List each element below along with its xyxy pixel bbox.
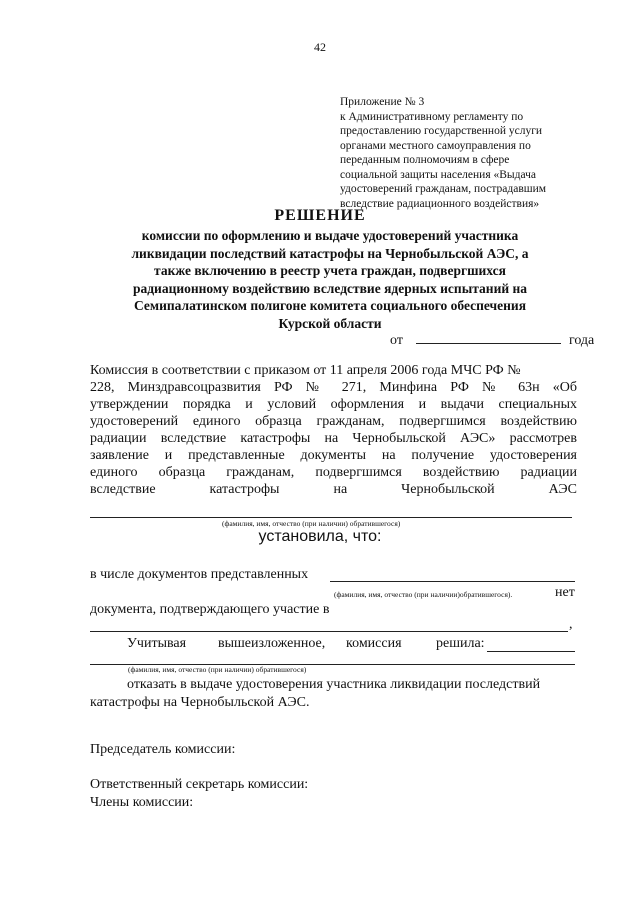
annex-line: к Административному регламенту по (340, 110, 524, 123)
fio-caption: (фамилия, имя, отчество (при наличии) обратившегося) (128, 665, 307, 674)
page-number: 42 (314, 40, 326, 54)
annex-line: переданным полномочиям в сфере (340, 154, 510, 166)
annex-line: удостоверений гражданам, пострадавшим (340, 183, 547, 195)
annex-line: вследствие радиационного воздействия» (340, 197, 540, 210)
paragraph-line: радиации вследствие катастрофы на Чернобыльской АЭС» рассмотрев (90, 431, 577, 446)
subtitle-line: ликвидации последствий катастрофы на Чернобыльской АЭС, а (131, 245, 529, 261)
date-line (390, 331, 594, 349)
paragraph-line: удостоверений единого образца гражданам, подвергшимся воздействию (90, 414, 577, 429)
subtitle-line: также включению в реестр учета граждан, подвергшихся (154, 263, 506, 278)
docs-label: в числе документов представленных (90, 567, 309, 582)
chairman-label: Председатель комиссии: (90, 742, 236, 757)
considering-word: комиссия (346, 636, 402, 651)
applicant-name-field[interactable] (90, 517, 572, 518)
established-heading: установила, что: (258, 528, 382, 545)
main-paragraph (90, 362, 577, 498)
considering-word: вышеизложенное, (218, 636, 326, 651)
paragraph-line: Комиссия в соответствии с приказом от 11 апреля 2006 года МЧС РФ № (90, 363, 521, 378)
subtitle-line: радиационному воздействию вследствие ядерных испытаний на (132, 280, 528, 296)
fio-caption: (фамилия, имя, отчество (при наличии)обратившегося). (334, 590, 513, 599)
decision-field[interactable] (487, 651, 575, 652)
fio-caption: (фамилия, имя, отчество (при наличии) обратившегося) (222, 519, 401, 528)
members-label: Члены комиссии: (90, 795, 194, 810)
net-text: нет (555, 585, 575, 600)
refuse-line: отказать в выдаче удостоверения участника ликвидации последствий (127, 677, 541, 692)
confirm-doc-label: документа, подтверждающего участие в (90, 602, 330, 617)
line-comma: , (569, 617, 573, 632)
date-field[interactable] (416, 331, 561, 344)
annex-line: органами местного самоуправления по (340, 139, 531, 152)
considering-word: решила: (436, 636, 485, 651)
date-prefix: от (390, 333, 403, 348)
annex-line: Приложение № 3 (340, 96, 425, 108)
paragraph-line: утверждении порядка и условий оформления и выдачи специальных (90, 397, 577, 412)
date-suffix: года (568, 333, 595, 348)
paragraph-line: единого образца гражданам, подвергшимся воздействию радиации (90, 465, 577, 480)
refuse-line: катастрофы на Чернобыльской АЭС. (90, 695, 310, 710)
subtitle-line: Курской области (278, 315, 382, 331)
paragraph-line: 228, Минздравсоцразвития РФ № 271, Минфина РФ № 63н «Об (90, 380, 577, 395)
annex-line: предоставлению государственной услуги (340, 125, 543, 137)
participation-field[interactable] (90, 631, 568, 632)
subtitle-line: комиссии по оформлению и выдаче удостоверений участника (141, 228, 519, 243)
paragraph-line: вследствие катастрофы на Чернобыльской АЭС (90, 482, 577, 497)
paragraph-line: заявление и представленные документы на получение удостоверения (90, 448, 577, 463)
annex-block (340, 95, 580, 211)
subtitle-line: Семипалатинском полигоне комитета социального обеспечения (133, 298, 527, 313)
secretary-label: Ответственный секретарь комиссии: (90, 777, 309, 792)
considering-word: Учитывая (127, 636, 187, 651)
docs-presenter-field[interactable] (330, 581, 575, 582)
document-subtitle (90, 227, 570, 332)
document-title: РЕШЕНИЕ (274, 207, 366, 224)
annex-line: социальной защиты населения «Выдача (340, 168, 537, 181)
